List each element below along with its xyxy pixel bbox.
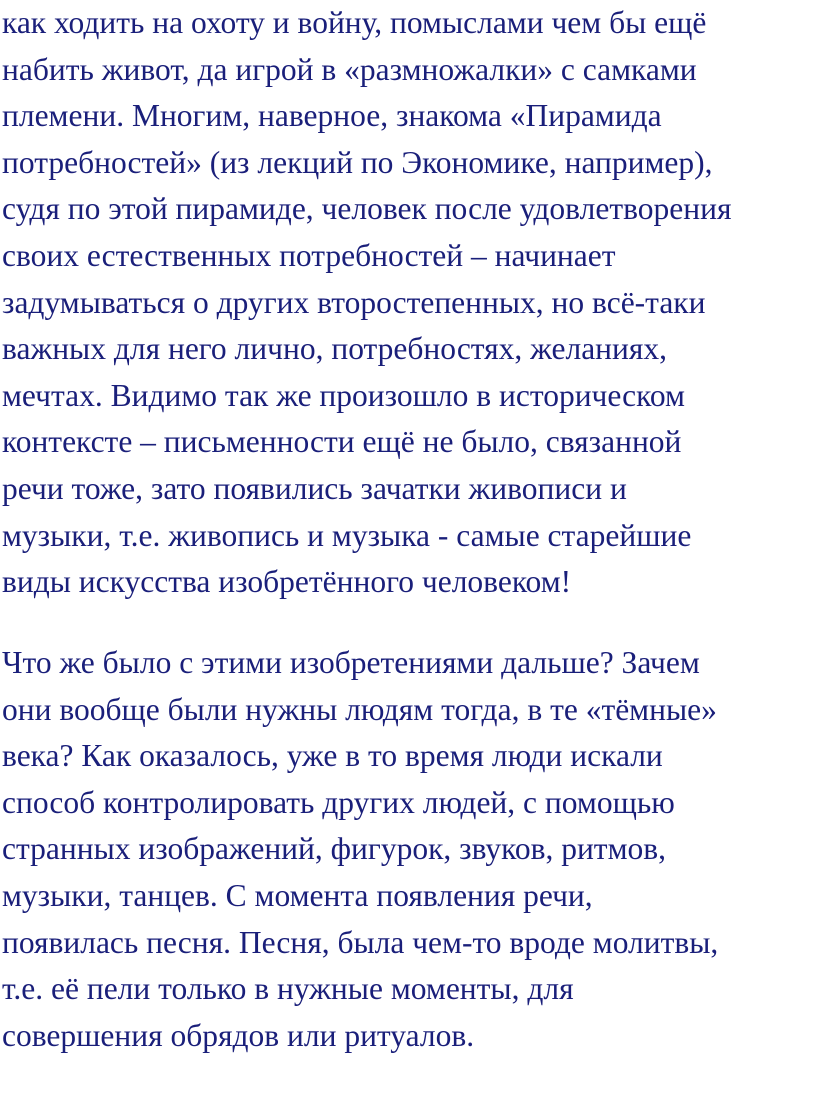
text-line: т.е. её пели только в нужные моменты, для <box>2 971 574 1007</box>
text-line: они вообще были нужны людям тогда, в те «тёмные» <box>2 691 717 727</box>
text-line: Что же было с этими изобретениями дальше? Зачем <box>2 645 700 680</box>
text-line: появилась песня. Песня, была чем-то вроде молитвы, <box>2 924 719 960</box>
text-line: мечтах. Видимо так же произошло в историческом <box>2 377 685 413</box>
text-line: речи тоже, зато появились зачатки живописи и <box>2 470 627 506</box>
text-line: музыки, т.е. живопись и музыка - самые старейшие <box>2 517 692 553</box>
text-line: века? Как оказалось, уже в то время люди искали <box>2 738 663 774</box>
text-line: совершения обрядов или ритуалов. <box>2 1017 475 1053</box>
paragraph-1 <box>2 0 731 606</box>
text-line: музыки, танцев. С момента появления речи, <box>2 877 593 913</box>
paragraph-2 <box>2 640 718 1059</box>
text-line: как ходить на охоту и войну, помыслами чем бы ещё <box>2 5 707 40</box>
text-line: виды искусства изобретённого человеком! <box>2 564 572 600</box>
text-line: способ контролировать других людей, с помощью <box>2 784 675 820</box>
text-line: контексте – письменности ещё не было, связанной <box>2 424 682 460</box>
text-line: странных изображений, фигурок, звуков, ритмов, <box>2 831 667 867</box>
text-line: важных для него лично, потребностях, желаниях, <box>2 331 668 367</box>
text-line: потребностей» (из лекций по Экономике, например), <box>2 144 713 180</box>
text-line: судя по этой пирамиде, человек после удовлетворения <box>2 191 732 227</box>
text-line: задумываться о других второстепенных, но всё-таки <box>2 284 706 320</box>
text-line: своих естественных потребностей – начинает <box>2 237 616 273</box>
text-line: племени. Многим, наверное, знакома «Пирамида <box>2 98 662 134</box>
text-line: набить живот, да игрой в «размножалки» с самками <box>2 51 697 87</box>
